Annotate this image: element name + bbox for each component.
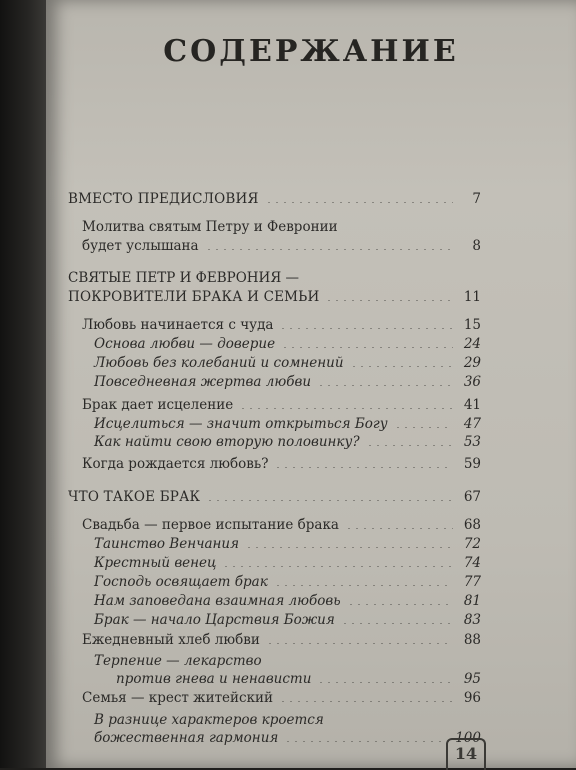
page-corner-mark [446, 738, 486, 770]
toc-entry-title: Любовь начинается с чуда [82, 317, 274, 333]
leader-dots [274, 467, 453, 468]
toc-entry-title: ПОКРОВИТЕЛИ БРАКА И СЕМЬИ [68, 289, 320, 305]
toc-page-number: 36 [463, 374, 481, 390]
page-title: СОДЕРЖАНИЕ [163, 34, 459, 69]
leader-dots [274, 585, 453, 586]
toc-entry [94, 336, 481, 352]
toc-page-number: 29 [463, 355, 481, 371]
toc-entry [68, 191, 481, 207]
toc-entry-title: ВМЕСТО ПРЕДИСЛОВИЯ [68, 191, 259, 207]
leader-dots [265, 202, 453, 203]
toc-entry-title: Как найти свою вторую половинку? [94, 434, 360, 450]
toc-page-number: 53 [463, 434, 481, 450]
leader-dots [394, 427, 453, 428]
toc-entry-title: Брак дает исцеление [82, 397, 234, 413]
toc-entry-title: Нам заповедана взаимная любовь [94, 593, 341, 609]
toc-entry [94, 374, 481, 390]
toc-entry [94, 555, 481, 571]
toc-entry-title: Крестный венец [94, 555, 217, 571]
toc-entry-title: Свадьба — первое испытание брака [82, 517, 339, 533]
leader-dots [239, 408, 453, 409]
leader-dots [341, 623, 453, 624]
toc-page-number: 88 [463, 632, 481, 648]
toc-entry [82, 397, 481, 413]
toc-entry-title: Повседневная жертва любви [94, 374, 312, 390]
toc-entry [94, 434, 481, 450]
toc-page-number: 11 [463, 289, 481, 305]
leader-dots [284, 741, 449, 742]
leader-dots [266, 643, 453, 644]
toc-entry-line1: Терпение — лекарство [94, 653, 262, 669]
toc-entry-title: Таинство Венчания [94, 536, 240, 552]
leader-dots [205, 249, 453, 250]
toc-entry [116, 671, 481, 687]
toc-entry-title: Основа любви — доверие [94, 336, 276, 352]
toc-entry [82, 456, 481, 472]
book-page [46, 0, 576, 768]
toc-page-number: 15 [463, 317, 481, 333]
leader-dots [350, 366, 453, 367]
toc-entry-title: Когда рождается любовь? [82, 456, 269, 472]
toc-entry-title: божественная гармония [94, 730, 279, 746]
toc-page-number: 24 [463, 336, 481, 352]
toc-entry-title: Брак — начало Царствия Божия [94, 612, 335, 628]
leader-dots [347, 604, 453, 605]
toc-entry-title: Любовь без колебаний и сомнений [94, 355, 344, 371]
toc-page-number: 47 [463, 416, 481, 432]
toc-page-number: 77 [463, 574, 481, 590]
toc-page-number: 41 [463, 397, 481, 413]
toc-entry-line1: В разнице характеров кроется [94, 712, 324, 728]
leader-dots [325, 300, 453, 301]
toc-entry [82, 317, 481, 333]
toc-entry [82, 690, 481, 706]
toc-entry [94, 574, 481, 590]
toc-page-number: 7 [472, 191, 481, 207]
toc-page-number: 81 [463, 593, 481, 609]
toc-entry [82, 632, 481, 648]
toc-page-number: 96 [463, 690, 481, 706]
leader-dots [206, 500, 453, 501]
leader-dots [366, 445, 453, 446]
toc-page-number: 8 [472, 238, 481, 254]
toc-entry [94, 612, 481, 628]
table-of-contents [46, 0, 576, 768]
toc-entry-title: Исцелиться — значит открыться Богу [94, 416, 388, 432]
toc-entry [68, 289, 481, 305]
toc-entry [68, 489, 481, 505]
toc-page-number: 74 [463, 555, 481, 571]
toc-entry-title: Господь освящает брак [94, 574, 268, 590]
leader-dots [222, 566, 453, 567]
toc-page-number: 83 [463, 612, 481, 628]
toc-entry [94, 536, 481, 552]
leader-dots [317, 385, 453, 386]
toc-entry [94, 355, 481, 371]
toc-page-number: 59 [463, 456, 481, 472]
toc-entry-title: против гнева и ненависти [116, 671, 312, 687]
book-binding-edge [0, 0, 46, 768]
toc-entry-title: ЧТО ТАКОЕ БРАК [68, 489, 201, 505]
toc-entry [82, 517, 481, 533]
toc-page-number: 72 [463, 536, 481, 552]
leader-dots [317, 682, 453, 683]
toc-entry-line1: Молитва святым Петру и Февронии [82, 219, 338, 235]
toc-entry-title: будет услышана [82, 238, 199, 254]
toc-entry-line1: СВЯТЫЕ ПЕТР И ФЕВРОНИЯ — [68, 270, 300, 286]
toc-entry [94, 416, 481, 432]
leader-dots [279, 701, 453, 702]
leader-dots [279, 328, 453, 329]
toc-entry [94, 730, 481, 746]
toc-entry [82, 238, 481, 254]
toc-entry [94, 593, 481, 609]
toc-page-number: 67 [463, 489, 481, 505]
leader-dots [281, 347, 453, 348]
toc-entry-title: Семья — крест житейский [82, 690, 274, 706]
toc-page-number: 95 [463, 671, 481, 687]
leader-dots [345, 528, 453, 529]
toc-page-number: 100 [455, 730, 481, 746]
corner-mark-text: 14 [454, 744, 478, 763]
toc-page-number: 68 [463, 517, 481, 533]
leader-dots [245, 547, 453, 548]
toc-entry-title: Ежедневный хлеб любви [82, 632, 260, 648]
